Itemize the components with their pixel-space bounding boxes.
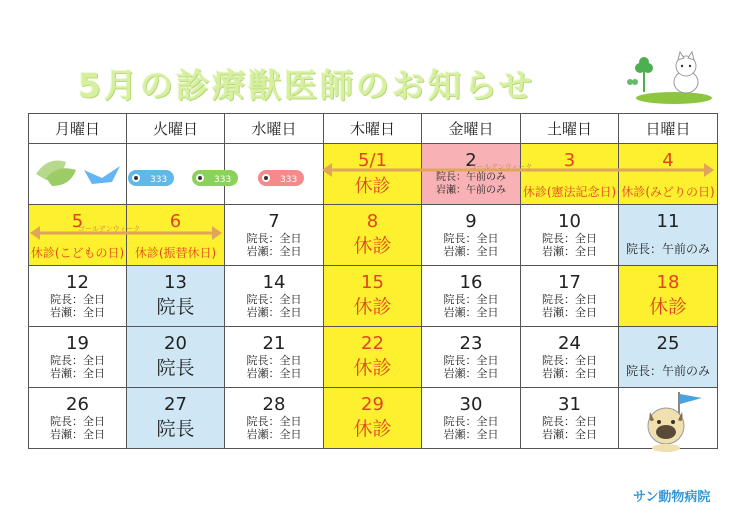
calendar-day-cell <box>422 388 521 449</box>
day-number: 10 <box>558 211 581 232</box>
day-number: 28 <box>262 394 286 415</box>
doctor-schedule-line: 岩瀬：全日 <box>542 245 597 258</box>
doctor-schedule-line: 岩瀬：全日 <box>443 245 499 258</box>
koinobori-banner-illustration <box>32 148 322 202</box>
calendar-day-cell <box>521 205 619 266</box>
holiday-label: 休診(みどりの日) <box>621 185 715 199</box>
calendar-day-cell <box>422 205 521 266</box>
day-number: 18 <box>656 272 680 293</box>
calendar-week-row <box>29 388 718 449</box>
day-number: 19 <box>66 333 89 354</box>
weekday-sun: 日曜日 <box>619 114 718 144</box>
doctor-schedule-line: 院長：全日 <box>50 415 105 428</box>
day-number: 30 <box>459 394 483 415</box>
doctor-schedule-line: 院長：全日 <box>246 354 302 367</box>
day-number: 21 <box>262 333 286 354</box>
weekday-mon: 月曜日 <box>29 114 127 144</box>
doctor-schedule-line: 岩瀬：全日 <box>443 306 499 319</box>
director-label: 院長 <box>156 357 195 379</box>
calendar-week-row <box>29 266 718 327</box>
day-number: 20 <box>164 333 187 354</box>
day-number: 6 <box>169 211 182 232</box>
day-number: 3 <box>563 150 576 171</box>
golden-week-label-2: ゴールデンウィーク <box>78 225 141 233</box>
doctor-schedule-line: 岩瀬：全日 <box>443 367 499 380</box>
doctor-schedule-line: 岩瀬：全日 <box>542 428 597 441</box>
doctor-schedule-line: 院長：全日 <box>50 354 105 367</box>
calendar-day-cell <box>422 327 521 388</box>
doctor-schedule-line: 岩瀬：全日 <box>246 306 302 319</box>
calendar-day-cell <box>324 266 422 327</box>
day-number: 16 <box>459 272 483 293</box>
calendar-day-cell <box>225 327 324 388</box>
doctor-schedule-line: 院長：午前のみ <box>625 242 710 256</box>
closed-label: 休診 <box>353 296 392 318</box>
doctor-schedule-line: 院長：全日 <box>443 232 499 245</box>
calendar-day-cell <box>225 266 324 327</box>
day-number: 15 <box>361 272 384 293</box>
doctor-schedule-line: 院長：全日 <box>542 232 597 245</box>
doctor-schedule-line: 岩瀬：全日 <box>246 428 302 441</box>
weekday-fri: 金曜日 <box>422 114 521 144</box>
doctor-schedule-line: 院長：全日 <box>246 293 302 306</box>
holiday-label: 休診(振替休日) <box>134 246 217 260</box>
calendar-day-cell <box>29 327 127 388</box>
calendar-week-row <box>29 205 718 266</box>
doctor-schedule-line: 院長：全日 <box>542 354 597 367</box>
day-number: 29 <box>361 394 384 415</box>
day-number: 25 <box>656 333 680 354</box>
weekday-thu: 木曜日 <box>324 114 422 144</box>
doctor-schedule-line: 院長：全日 <box>246 415 302 428</box>
clover-cat-illustration <box>622 48 712 104</box>
calendar-day-cell <box>127 205 225 266</box>
calendar-day-cell <box>324 144 422 205</box>
day-number: 26 <box>66 394 89 415</box>
svg-text:333: 333 <box>150 175 168 185</box>
calendar-day-cell <box>225 388 324 449</box>
day-number: 31 <box>558 394 581 415</box>
calendar-day-cell <box>324 205 422 266</box>
day-number: 27 <box>164 394 187 415</box>
day-number: 14 <box>262 272 286 293</box>
calendar-day-cell <box>127 388 225 449</box>
doctor-schedule-line: 岩瀬：全日 <box>50 306 105 319</box>
page-title: 5月の診療獣医師のお知らせ <box>78 66 535 105</box>
doctor-schedule-line: 院長：全日 <box>50 293 105 306</box>
doctor-schedule-line: 岩瀬：全日 <box>542 367 597 380</box>
weekday-wed: 水曜日 <box>225 114 324 144</box>
calendar-day-cell <box>619 327 718 388</box>
day-number: 12 <box>66 272 89 293</box>
day-number: 22 <box>361 333 384 354</box>
day-number: 9 <box>465 211 477 232</box>
calendar-day-cell <box>521 144 619 205</box>
weekday-tue: 火曜日 <box>127 114 225 144</box>
day-number: 8 <box>366 211 379 232</box>
day-number: 5/1 <box>358 150 387 171</box>
calendar-day-cell <box>29 388 127 449</box>
doctor-schedule-line: 院長：全日 <box>246 232 302 245</box>
doctor-schedule-line: 院長：午前のみ <box>625 364 710 378</box>
director-label: 院長 <box>156 296 195 318</box>
doctor-schedule-line: 院長：午前のみ <box>436 172 506 183</box>
calendar-day-cell <box>29 205 127 266</box>
calendar-day-cell <box>521 266 619 327</box>
doctor-schedule-line: 院長：全日 <box>443 415 499 428</box>
calendar-day-cell <box>225 205 324 266</box>
calendar-week-row <box>29 327 718 388</box>
doctor-schedule-line: 岩瀬：全日 <box>542 306 597 319</box>
doctor-schedule-line: 岩瀬：全日 <box>50 367 105 380</box>
doctor-schedule-line: 院長：全日 <box>443 354 499 367</box>
svg-text:333: 333 <box>280 175 298 185</box>
svg-text:333: 333 <box>214 175 232 185</box>
calendar-day-cell <box>324 388 422 449</box>
doctor-schedule-line: 岩瀬：全日 <box>246 245 302 258</box>
director-label: 院長 <box>156 418 195 440</box>
closed-label: 休診 <box>353 235 392 257</box>
day-number: 5 <box>71 211 84 232</box>
closed-label: 休診 <box>353 357 392 379</box>
weekday-header-row <box>29 114 718 144</box>
calendar-day-cell <box>521 388 619 449</box>
day-number: 7 <box>268 211 280 232</box>
doctor-schedule-line: 院長：全日 <box>443 293 499 306</box>
doctor-schedule-line: 岩瀬：全日 <box>443 428 499 441</box>
calendar-day-cell <box>29 266 127 327</box>
hospital-name: サン動物病院 <box>633 490 711 505</box>
day-number: 24 <box>558 333 581 354</box>
calendar-day-cell <box>127 266 225 327</box>
doctor-schedule-line: 院長：全日 <box>542 415 597 428</box>
holiday-label: 休診(憲法記念日) <box>522 185 617 199</box>
calendar-day-cell <box>619 144 718 205</box>
doctor-schedule-line: 岩瀬：全日 <box>50 428 105 441</box>
calendar-day-cell <box>127 327 225 388</box>
day-number: 4 <box>662 150 674 171</box>
calendar-day-cell <box>422 266 521 327</box>
calendar-day-cell <box>619 205 718 266</box>
day-number: 2 <box>465 150 477 171</box>
holiday-label: 休診 <box>354 176 391 197</box>
doctor-schedule-line: 岩瀬：午前のみ <box>436 185 506 196</box>
holiday-label: 休診(こどもの日) <box>30 246 125 260</box>
doctor-schedule-line: 院長：全日 <box>542 293 597 306</box>
closed-label: 休診 <box>353 418 392 440</box>
calendar-day-cell <box>619 266 718 327</box>
calendar-day-cell <box>324 327 422 388</box>
calendar-day-cell <box>422 144 521 205</box>
day-number: 13 <box>164 272 187 293</box>
calendar-day-cell <box>521 327 619 388</box>
weekday-sat: 土曜日 <box>521 114 619 144</box>
golden-week-label-1: ゴールデンウィーク <box>470 163 533 171</box>
day-number: 11 <box>656 211 680 232</box>
doctor-schedule-line: 岩瀬：全日 <box>246 367 302 380</box>
pug-dog-illustration <box>630 390 710 452</box>
day-number: 17 <box>558 272 581 293</box>
closed-label: 休診 <box>648 296 687 318</box>
day-number: 23 <box>459 333 483 354</box>
